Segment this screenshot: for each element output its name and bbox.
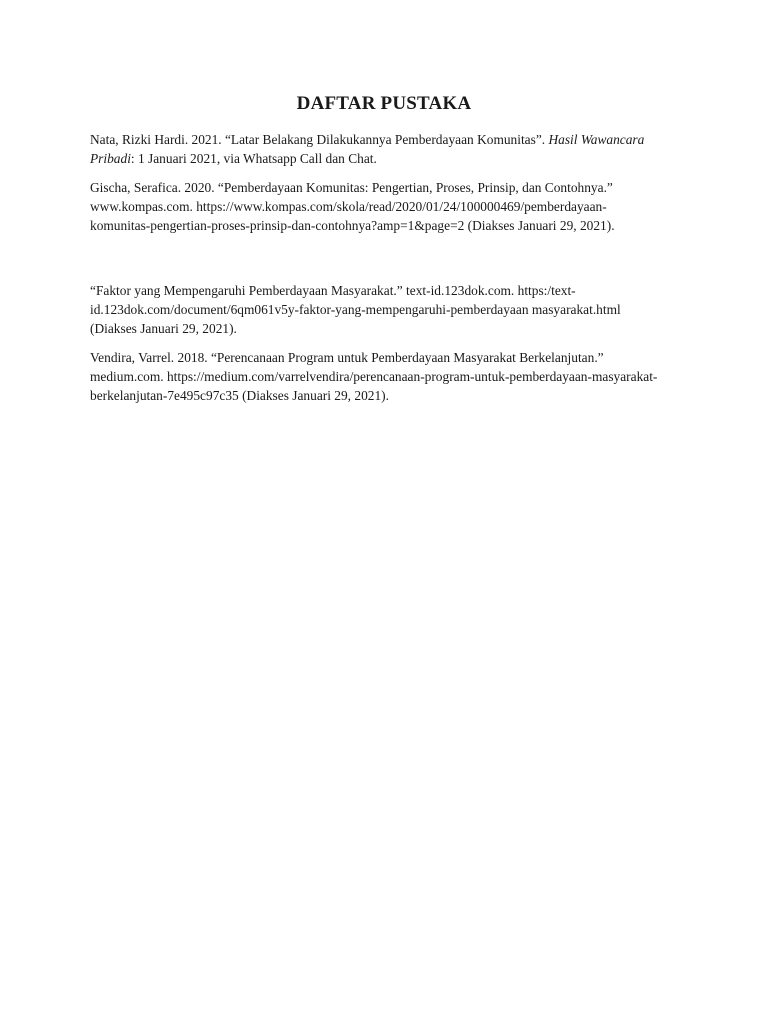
reference-item-4 (90, 348, 682, 405)
reference-line (90, 149, 682, 168)
reference-line: medium.com. https://medium.com/varrelvendira/perencanaan-program-untuk-pemberdayaan-masyarakat- (90, 369, 658, 384)
reference-text: Nata, Rizki Hardi. 2021. “Latar Belakang Dilakukannya Pemberdayaan Komunitas”. (90, 132, 549, 147)
reference-source-italic: Pribadi (90, 151, 131, 166)
reference-line: Vendira, Varrel. 2018. “Perencanaan Program untuk Pemberdayaan Masyarakat Berkelanjutan.” (90, 350, 604, 365)
reference-line: “Faktor yang Mempengaruhi Pemberdayaan Masyarakat.” text-id.123dok.com. https:/text- (90, 283, 576, 298)
reference-text: : 1 Januari 2021, via Whatsapp Call dan Chat. (130, 151, 377, 166)
reference-line: Gischa, Serafica. 2020. “Pemberdayaan Komunitas: Pengertian, Proses, Prinsip, dan Contohnya.” (90, 180, 613, 195)
reference-line: id.123dok.com/document/6qm061v5y-faktor-yang-mempengaruhi-pemberdayaan masyarakat.html (90, 302, 621, 317)
reference-line: berkelanjutan-7e495c97c35 (Diakses Januari 29, 2021). (90, 388, 389, 403)
reference-item-2 (90, 178, 682, 235)
reference-line (90, 130, 682, 149)
reference-line: www.kompas.com. https://www.kompas.com/skola/read/2020/01/24/100000469/pemberdayaan- (90, 199, 607, 214)
page-title: DAFTAR PUSTAKA (296, 93, 472, 114)
reference-line: (Diakses Januari 29, 2021). (90, 321, 237, 336)
reference-source-italic: Hasil Wawancara (548, 132, 645, 147)
reference-item-1 (90, 130, 682, 168)
reference-item-3 (90, 281, 682, 338)
reference-list (90, 130, 682, 415)
reference-line: komunitas-pengertian-proses-prinsip-dan-contohnya?amp=1&page=2 (Diakses Januari 29, 2021). (90, 218, 615, 233)
